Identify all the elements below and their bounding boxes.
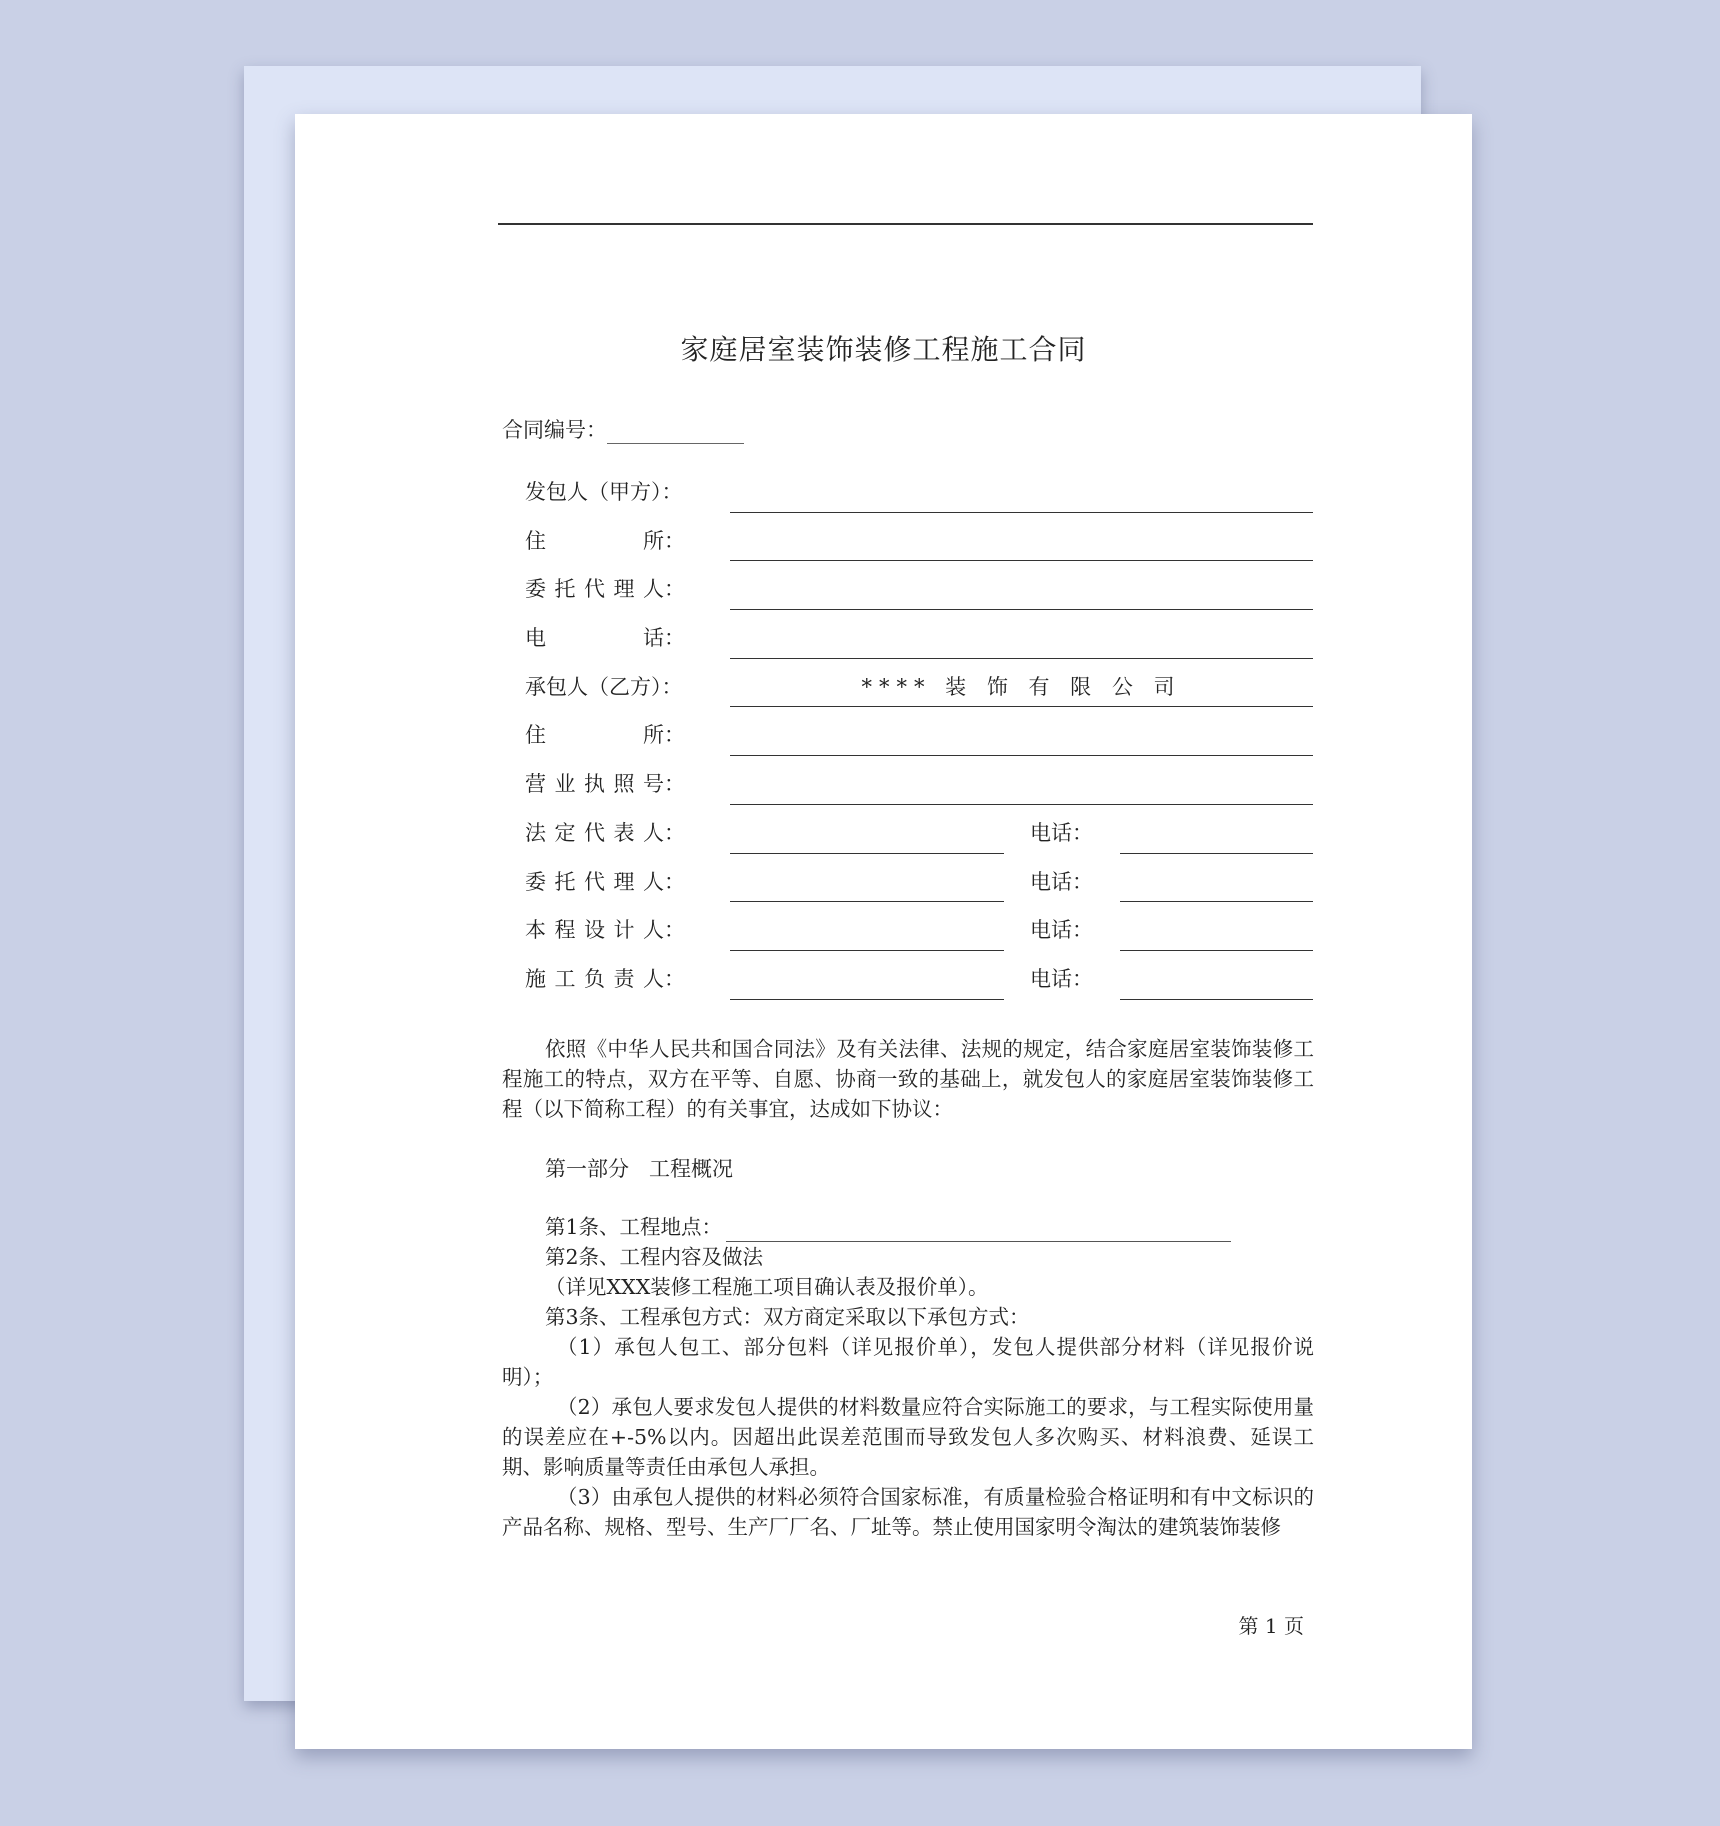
label-char: 代 [584, 869, 605, 894]
article-1-text: 第1条、工程地点： [545, 1215, 723, 1239]
label-char: 施 [525, 966, 546, 991]
party-b-row [525, 659, 1313, 708]
site-manager-tel-label: 电话： [1030, 966, 1093, 991]
clause-item: （2）承包人要求发包人提供的材料数量应符合实际施工的要求，与工程实际使用量的误差应在+-5%以内。因超出此误差范围而导致发包人多次购买、材料浪费、延误工期、影响质量等责任由承包人承担。 [502, 1395, 1314, 1479]
contract-number [502, 414, 744, 444]
label-char: 责 [613, 966, 635, 991]
party-a-row [525, 464, 1313, 513]
document-page [295, 114, 1472, 1749]
label-char: 人： [643, 918, 685, 943]
label-char: 代 [584, 577, 605, 602]
label-char: 计 [613, 918, 635, 943]
party-b-agent-label [525, 866, 685, 896]
section-title: 工程概况 [649, 1157, 733, 1181]
label-char: 托 [554, 577, 576, 602]
label-char: 程 [554, 918, 576, 943]
site-manager-tel-blank[interactable] [1120, 999, 1313, 1000]
label-char: 话： [643, 626, 685, 651]
page-title: 家庭居室装饰装修工程施工合同 [680, 333, 1087, 366]
contract-number-label: 合同编号： [502, 418, 607, 442]
label-char: 理 [613, 577, 635, 602]
label-char: 住 [525, 528, 546, 553]
party-b-label: 承包人（乙方）： [525, 674, 683, 699]
label-char: 理 [613, 869, 635, 894]
label-char: 执 [584, 772, 605, 797]
label-char: 电 [525, 626, 546, 651]
party-b-license-row [525, 756, 1313, 805]
page-number: 第 1 页 [1238, 1614, 1304, 1638]
legal-rep-label [525, 817, 685, 847]
party-b-company-name: **** 装 饰 有 限 公 司 [861, 674, 1182, 699]
designer-label [525, 914, 685, 944]
article-2: 第2条、工程内容及做法 [545, 1245, 764, 1269]
party-info-table [525, 464, 1313, 1000]
preamble-paragraph: 依照《中华人民共和国合同法》及有关法律、法规的规定，结合家庭居室装饰装修工程施工的特点，双方在平等、自愿、协商一致的基础上，就发包人的家庭居室装饰装修工程（以下简称工程）的有关事宜，达成如下协议： [502, 1037, 1314, 1121]
party-a-agent-label [525, 573, 685, 603]
label-char: 人： [643, 869, 685, 894]
label-char: 表 [613, 820, 635, 845]
label-char: 所： [643, 528, 685, 553]
project-location-blank[interactable] [726, 1219, 1231, 1242]
label-char: 照 [613, 772, 635, 797]
party-b-license-label [525, 768, 685, 798]
label-char: 定 [554, 820, 576, 845]
site-manager-label [525, 963, 685, 993]
designer-row [525, 902, 1313, 951]
label-char: 委 [525, 869, 546, 894]
party-a-phone-row [525, 610, 1313, 659]
label-char: 代 [584, 820, 605, 845]
article-3: 第3条、工程承包方式：双方商定采取以下承包方式： [545, 1305, 1030, 1329]
legal-rep-row [525, 805, 1313, 854]
label-char: 人： [643, 577, 685, 602]
label-char: 委 [525, 577, 546, 602]
header-rule [498, 223, 1313, 225]
label-char: 所： [643, 723, 685, 748]
label-char: 住 [525, 723, 546, 748]
party-b-address-label [525, 719, 685, 749]
section-number: 第一部分 [545, 1157, 629, 1181]
party-b-address-row [525, 707, 1313, 756]
label-char: 托 [554, 869, 576, 894]
party-a-address-row [525, 513, 1313, 562]
designer-tel-label: 电话： [1030, 918, 1093, 943]
label-char: 营 [525, 772, 546, 797]
label-char: 法 [525, 820, 546, 845]
clause-item: （1）承包人包工、部分包料（详见报价单），发包人提供部分材料（详见报价说明）； [502, 1335, 1314, 1389]
party-a-address-label [525, 525, 685, 555]
label-char: 业 [554, 772, 576, 797]
party-a-label: 发包人（甲方）： [525, 480, 683, 504]
party-b-agent-row [525, 854, 1313, 903]
label-char: 号： [643, 772, 685, 797]
article-2-note: （详见XXX装修工程施工项目确认表及报价单）。 [545, 1275, 989, 1299]
party-b-agent-tel-label: 电话： [1030, 869, 1093, 894]
label-char: 人： [643, 966, 685, 991]
site-manager-row [525, 951, 1313, 1000]
party-a-phone-label [525, 622, 685, 652]
contract-body [502, 1034, 1314, 1542]
contract-number-blank[interactable] [607, 419, 744, 444]
legal-rep-tel-label: 电话： [1030, 820, 1093, 845]
label-char: 工 [554, 966, 576, 991]
party-a-agent-row [525, 561, 1313, 610]
label-char: 本 [525, 918, 546, 943]
article-1 [502, 1212, 1314, 1242]
section-heading [502, 1154, 1314, 1184]
clause-item: （3）由承包人提供的材料必须符合国家标准，有质量检验合格证明和有中文标识的产品名称、规格、型号、生产厂厂名、厂址等。禁止使用国家明令淘汰的建筑装饰装修 [502, 1485, 1314, 1539]
label-char: 人： [643, 820, 685, 845]
site-manager-blank[interactable] [730, 999, 1004, 1000]
label-char: 设 [584, 918, 605, 943]
label-char: 负 [584, 966, 605, 991]
